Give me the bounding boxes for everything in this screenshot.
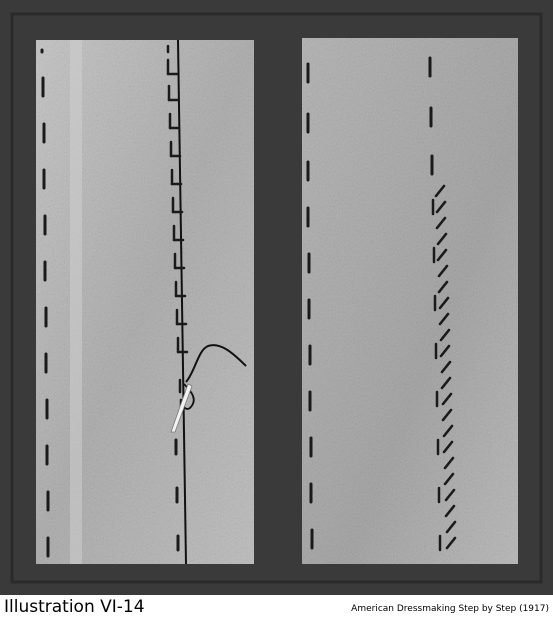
- source-credit: American Dressmaking Step by Step (1917): [351, 604, 549, 614]
- left-fabric-swatch: [36, 40, 254, 564]
- right-fabric-sample: [302, 38, 518, 564]
- figure-label: Illustration VI-14: [4, 597, 145, 617]
- left-fold-band: [70, 40, 82, 564]
- left-fabric-sample: [36, 40, 254, 564]
- right-fabric-swatch: [302, 38, 518, 564]
